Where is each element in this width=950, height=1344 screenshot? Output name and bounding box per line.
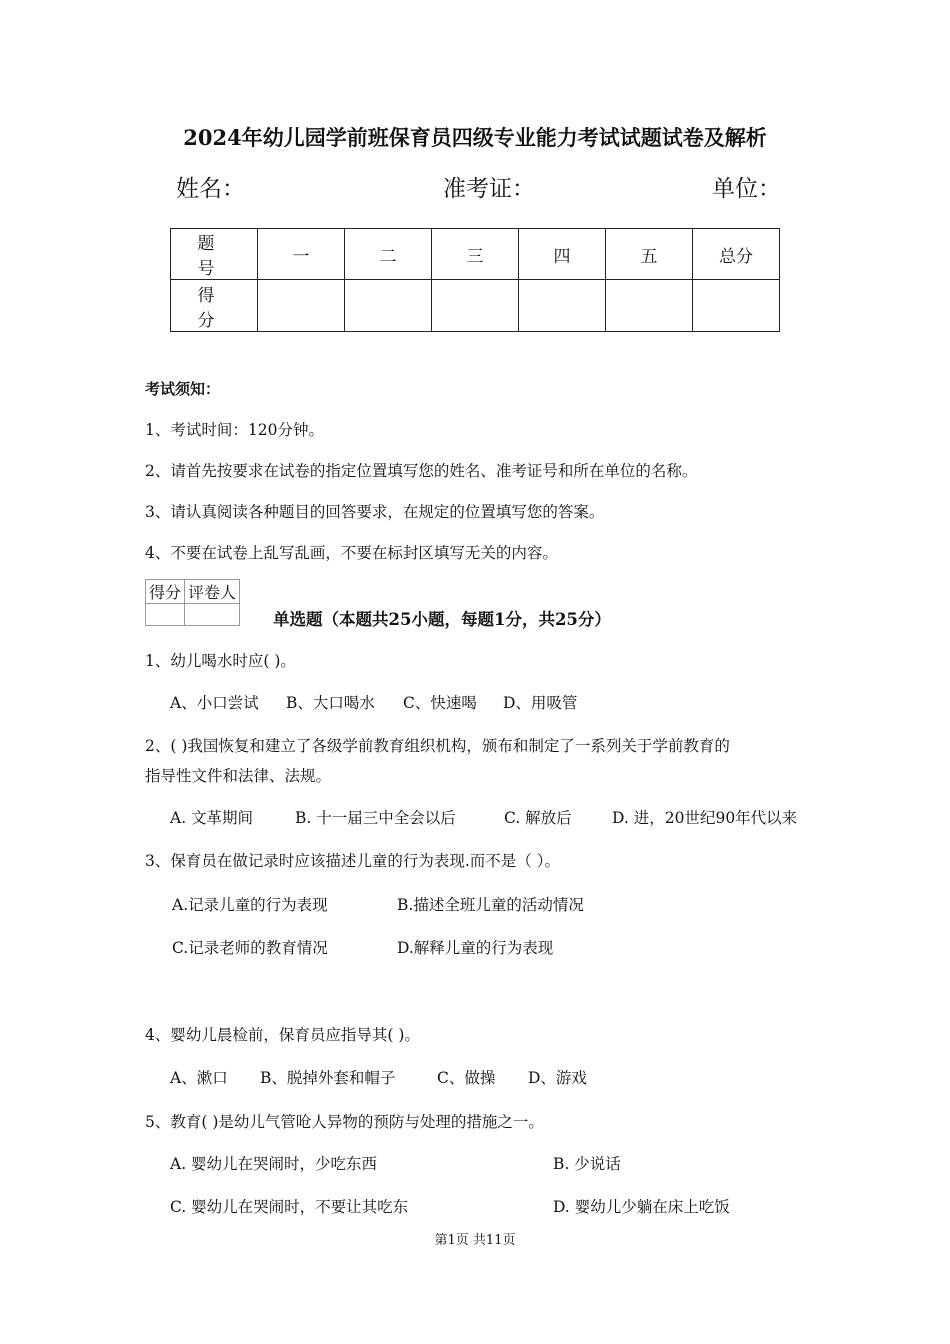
question-stem-continued: 指导性文件和法律、法规。 (145, 767, 332, 785)
score-table-header-cell: 总分 (693, 229, 780, 280)
question-stem: 3、保育员在做记录时应该描述儿童的行为表现.而不是（ ）。 (145, 852, 560, 870)
answer-option: C、做操 (437, 1069, 496, 1087)
grader-score-cell[interactable] (146, 604, 185, 626)
name-label: 姓名： (176, 176, 245, 202)
notice-title: 考试须知： (145, 380, 221, 398)
unit-label: 单位： (712, 176, 781, 202)
notice-item: 1、考试时间：120分钟。 (145, 421, 324, 439)
answer-option: B、脱掉外套和帽子 (260, 1069, 396, 1087)
question-stem: 1、幼儿喝水时应( )。 (145, 652, 296, 670)
score-cell[interactable] (519, 280, 606, 332)
question-stem: 5、教育( )是幼儿气管呛人异物的预防与处理的措施之一。 (145, 1113, 544, 1131)
score-cell[interactable] (693, 280, 780, 332)
notice-item: 2、请首先按要求在试卷的指定位置填写您的姓名、准考证号和所在单位的名称。 (145, 462, 698, 480)
score-table-header-cell: 四 (519, 229, 606, 280)
answer-option: D. 进，20世纪90年代以来 (612, 809, 798, 827)
grader-name-label: 评卷人 (185, 580, 240, 604)
page-title: 2024年幼儿园学前班保育员四级专业能力考试试题试卷及解析 (183, 125, 767, 150)
score-table-header-cell: 题 号 (171, 229, 258, 280)
answer-option: C.记录老师的教育情况 (172, 939, 328, 957)
answer-option: A.记录儿童的行为表现 (172, 896, 328, 914)
answer-option: D、游戏 (528, 1069, 587, 1087)
question-stem: 4、婴幼儿晨检前，保育员应指导其( )。 (145, 1026, 420, 1044)
answer-option: D. 婴幼儿少躺在床上吃饭 (553, 1198, 730, 1216)
answer-option: C. 婴幼儿在哭闹时，不要让其吃东 (170, 1198, 409, 1216)
grader-box (145, 579, 240, 626)
score-table-header-cell: 二 (345, 229, 432, 280)
answer-option: C. 解放后 (504, 809, 572, 827)
score-table-header-cell: 三 (432, 229, 519, 280)
answer-option: A. 文革期间 (170, 809, 254, 827)
answer-option: A、漱口 (170, 1069, 228, 1087)
score-cell[interactable] (606, 280, 693, 332)
answer-option: B.描述全班儿童的活动情况 (397, 896, 584, 914)
grader-score-label: 得分 (146, 580, 185, 604)
section-title: 单选题（本题共25小题，每题1分，共25分） (273, 610, 611, 629)
score-table (170, 228, 780, 332)
answer-option: C、快速喝 (403, 694, 477, 712)
notice-item: 3、请认真阅读各种题目的回答要求，在规定的位置填写您的答案。 (145, 503, 605, 521)
page-footer: 第1页 共11页 (434, 1233, 516, 1248)
question-stem: 2、( )我国恢复和建立了各级学前教育组织机构，颁布和制定了一系列关于学前教育的 (145, 737, 730, 755)
answer-option: B. 少说话 (553, 1155, 621, 1173)
score-cell[interactable] (258, 280, 345, 332)
notice-item: 4、不要在试卷上乱写乱画，不要在标封区填写无关的内容。 (145, 544, 558, 562)
answer-option: D、用吸管 (503, 694, 578, 712)
answer-option: B. 十一届三中全会以后 (295, 809, 456, 827)
answer-option: A、小口尝试 (170, 694, 259, 712)
score-table-header-cell: 五 (606, 229, 693, 280)
exam-id-label: 准考证： (443, 176, 535, 202)
score-row-label: 得 分 (171, 280, 258, 332)
answer-option: B、大口喝水 (286, 694, 375, 712)
score-table-header-cell: 一 (258, 229, 345, 280)
score-cell[interactable] (432, 280, 519, 332)
score-cell[interactable] (345, 280, 432, 332)
answer-option: D.解释儿童的行为表现 (397, 939, 554, 957)
answer-option: A. 婴幼儿在哭闹时，少吃东西 (170, 1155, 378, 1173)
grader-name-cell[interactable] (185, 604, 240, 626)
